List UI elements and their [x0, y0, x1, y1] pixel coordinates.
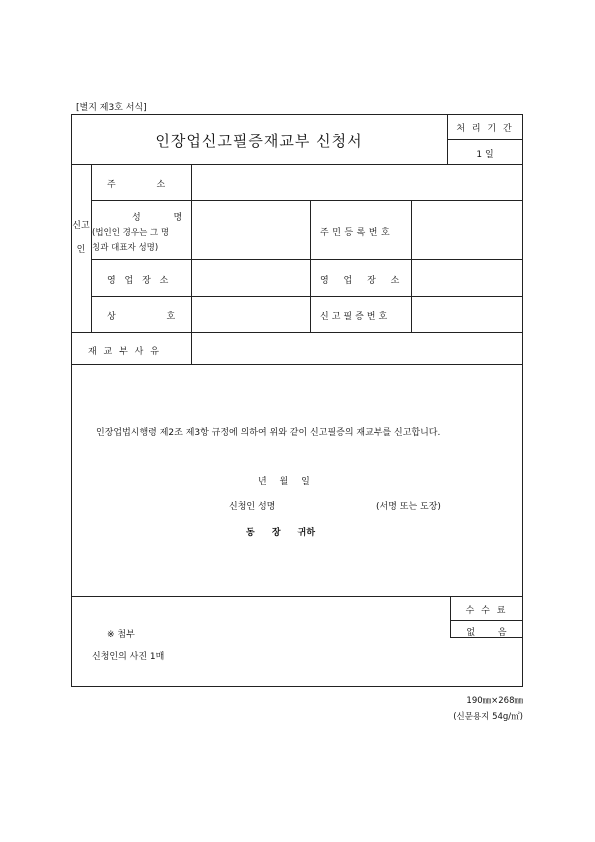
form-number-label: [별지 제3호 서식] [76, 103, 147, 113]
business-place-field-2[interactable] [412, 260, 522, 295]
name-note-line1: (법인인 경우는 그 명 [92, 228, 170, 238]
name-field[interactable] [192, 201, 309, 258]
attachment-label: ※ 첨부 [107, 630, 135, 640]
business-place-label-2: 영 업 장 소 [320, 276, 406, 286]
paper-size-note: 190㎜×268㎜ [466, 696, 523, 706]
business-place-label: 영 업 장 소 [107, 276, 172, 286]
address-field[interactable] [192, 165, 522, 199]
processing-period-value: 1 일 [476, 150, 494, 160]
name-note-line2: 칭과 대표자 성명) [92, 243, 159, 253]
form-title: 인장업신고필증재교부 신청서 [155, 132, 363, 150]
fee-label: 수 수 료 [465, 606, 508, 616]
reissue-reason-label: 재 교 부 사 유 [88, 347, 161, 357]
fee-value: 없 음 [466, 628, 507, 638]
permit-number-field[interactable] [412, 297, 522, 331]
paper-type-note: (신문용지 54g/㎡) [453, 712, 523, 722]
divider [447, 139, 523, 140]
trade-name-field[interactable] [192, 297, 309, 331]
name-label: 성 명 [132, 213, 183, 223]
applicant-side-label: 신고인 [72, 221, 90, 255]
date-line: 년 월 일 [258, 477, 310, 487]
attachment-item: 신청인의 사진 1매 [92, 652, 165, 662]
divider [71, 596, 523, 597]
trade-name-label: 상 호 [107, 312, 176, 322]
divider [450, 620, 523, 621]
business-place-field[interactable] [192, 260, 309, 295]
recipient: 동 장 귀하 [246, 528, 316, 538]
divider [71, 364, 523, 365]
address-label: 주 소 [107, 180, 166, 190]
signature-note: (서명 또는 도장) [376, 502, 441, 512]
resident-number-label: 주민등록번호 [320, 228, 394, 238]
resident-number-field[interactable] [412, 201, 522, 258]
applicant-signature-field[interactable] [290, 496, 370, 510]
processing-period-label: 처 리 기 간 [456, 124, 514, 134]
application-statement: 인장업법시행령 제2조 제3항 규정에 의하여 위와 같이 신고필증의 재교부를 신고합니다. [96, 428, 441, 438]
reissue-reason-field[interactable] [192, 333, 522, 363]
divider [310, 200, 311, 332]
permit-number-label: 신고필증번호 [320, 312, 391, 322]
applicant-name-line: 신청인 성명 [229, 502, 276, 512]
